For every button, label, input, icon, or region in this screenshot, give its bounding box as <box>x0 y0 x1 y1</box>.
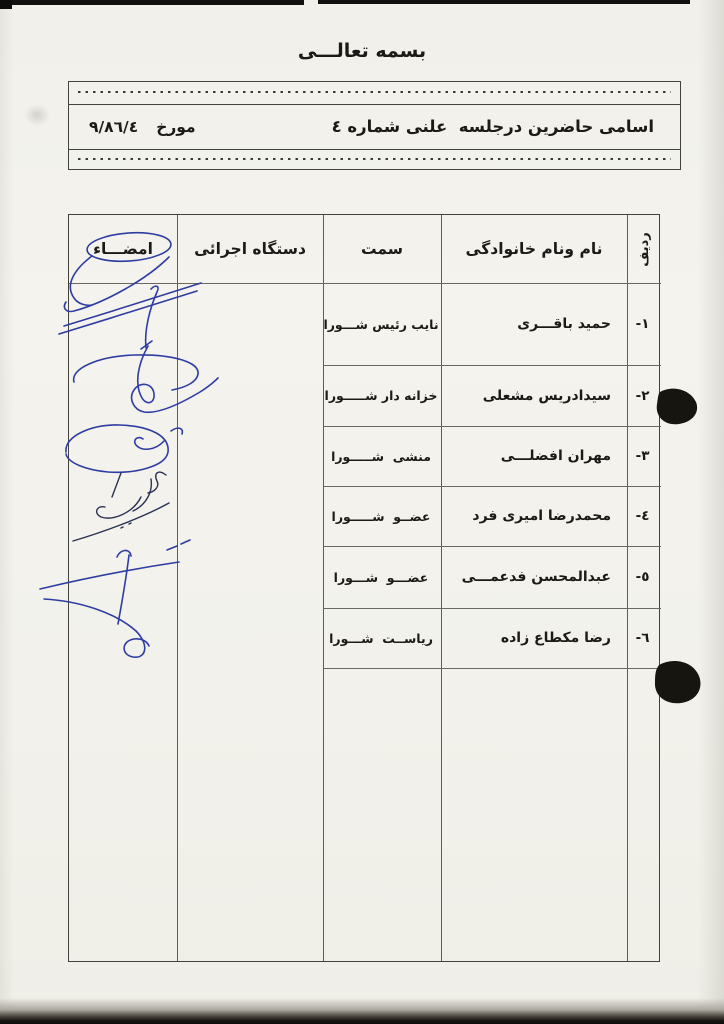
column-header-agency: دستگاه اجرائی <box>194 240 306 258</box>
member-position: ریاســت شـــورا <box>329 630 433 646</box>
column-header-position: سمت <box>360 240 404 258</box>
member-name: رضا مکطاع زاده <box>500 630 611 646</box>
member-name: سیدادریس مشعلی <box>482 387 611 404</box>
session-header-box <box>68 81 681 170</box>
date-label: مورخ <box>156 117 196 136</box>
scanner-top-strip-right <box>318 0 690 4</box>
row-number: ٦- <box>635 630 650 646</box>
session-title: اسامی حاضرین درجلسه علنی شماره ٤ <box>331 117 654 136</box>
column-header-name: نام ونام خانوادگی <box>465 240 603 258</box>
session-header-band <box>69 104 680 149</box>
member-name: عبدالمحسن فدعمـــی <box>461 569 611 585</box>
header-divider-bottom <box>69 149 680 150</box>
dotted-line-top <box>78 91 671 93</box>
table-grid-line <box>177 215 178 961</box>
table-grid-line <box>323 668 661 669</box>
member-position: عضــو شـــــورا <box>331 508 431 524</box>
scanner-bottom-strip <box>0 998 724 1024</box>
column-header-signature: امضـــاء <box>93 240 153 258</box>
paper-smudge <box>24 104 50 126</box>
basmala-title: بسمه تعالـــی <box>297 40 427 62</box>
ink-blot-bottom <box>655 661 701 703</box>
radif-label: ردیف <box>636 231 652 267</box>
attendance-table <box>68 214 660 962</box>
row-number: ٥- <box>635 569 650 585</box>
row-number: ۲- <box>635 387 650 404</box>
member-position: عضـــو شـــورا <box>333 569 429 585</box>
scanner-corner-blot <box>0 0 12 9</box>
ink-blot-top <box>657 389 697 425</box>
column-header-row <box>627 215 661 283</box>
row-number: ۱- <box>635 316 650 332</box>
member-name: مهران افضلـــی <box>500 448 611 464</box>
member-name: حمید باقـــری <box>517 316 611 332</box>
member-position: خزانه دار شـــــورا <box>324 388 438 403</box>
date-value: ۸٦/٤/۹ <box>89 117 139 136</box>
member-position: نایب رئیس شـــورا <box>323 316 439 332</box>
row-number: ۳- <box>635 448 650 464</box>
scanner-top-strip-left <box>0 0 304 5</box>
dotted-line-bottom <box>78 158 671 160</box>
member-name: محمدرضا امیری فرد <box>472 508 611 524</box>
row-number: ٤- <box>635 508 650 524</box>
member-position: منشی شـــــورا <box>331 448 431 464</box>
